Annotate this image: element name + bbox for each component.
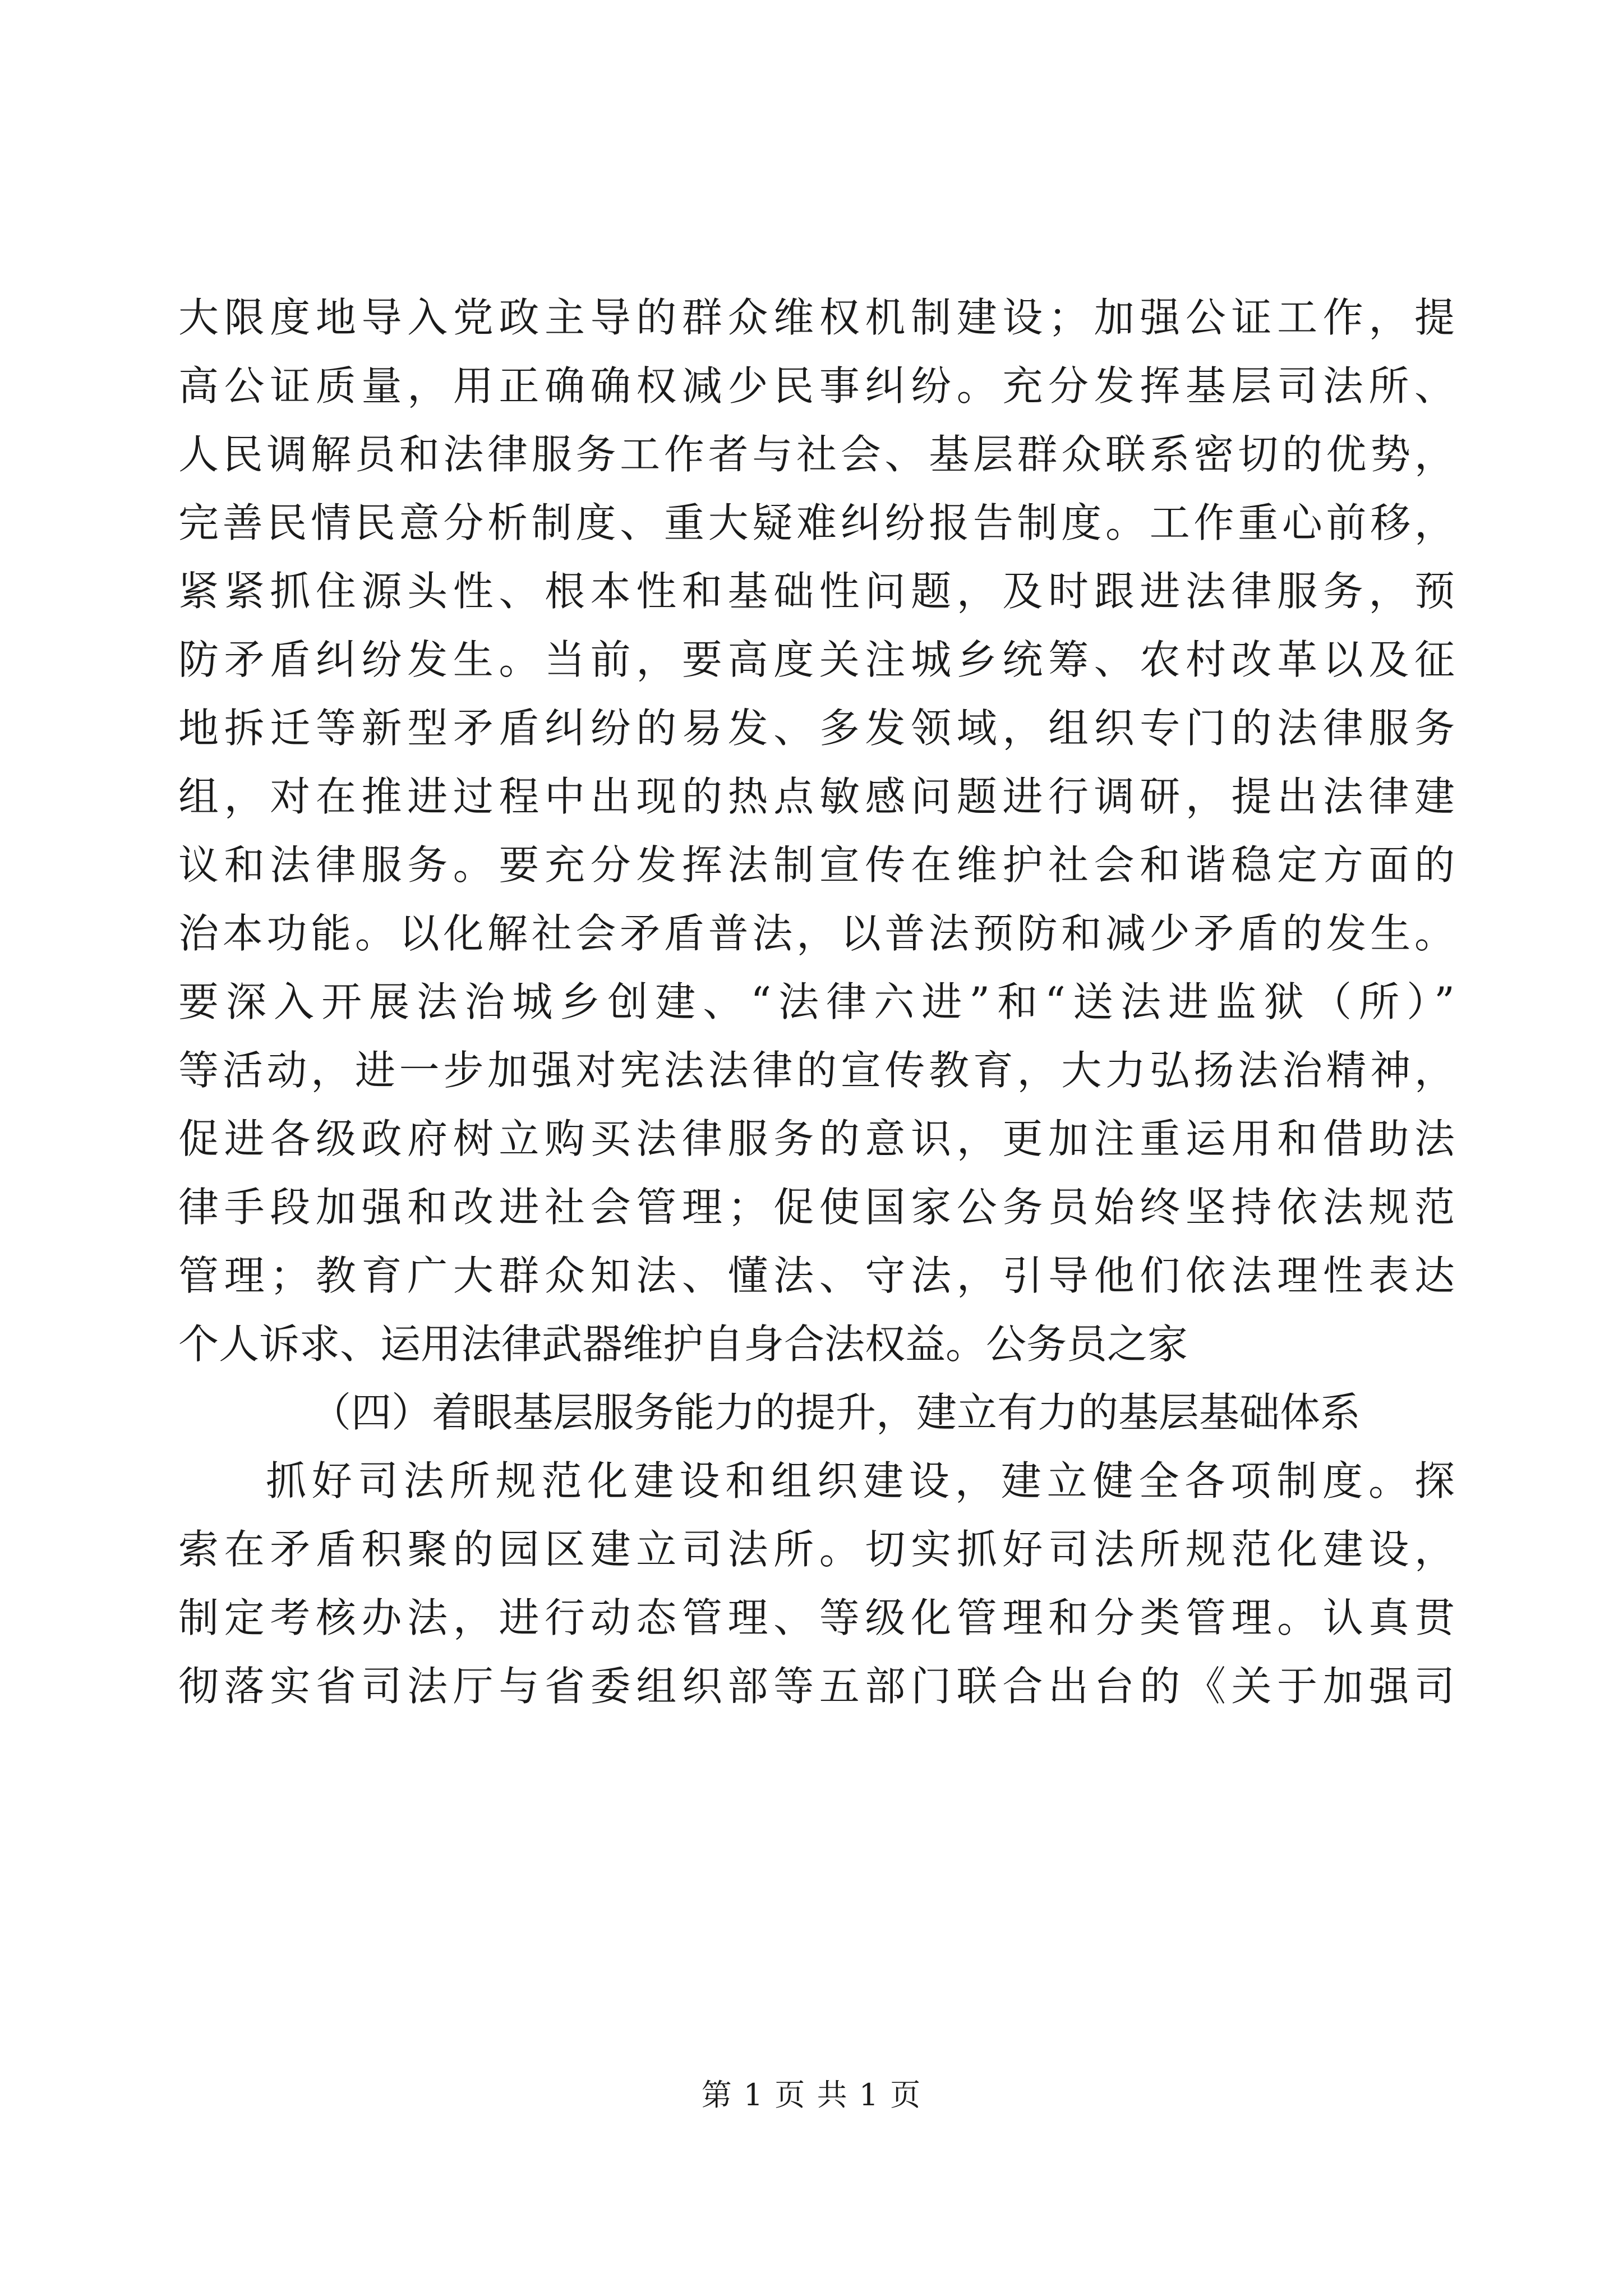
body-line: 组，对在推进过程中出现的热点敏感问题进行调研，提出法律建 — [178, 773, 1455, 820]
page-number-footer: 第 1 页 共 1 页 — [701, 2077, 922, 2113]
body-line: 地拆迁等新型矛盾纠纷的易发、多发领域，组织专门的法律服务 — [178, 705, 1455, 752]
body-line: 议和法律服务。要充分发挥法制宣传在维护社会和谐稳定方面的 — [178, 841, 1455, 889]
section-line: 索在矛盾积聚的园区建立司法所。切实抓好司法所规范化建设， — [178, 1526, 1455, 1573]
document-body — [178, 283, 1455, 1720]
body-line: 个人诉求、运用法律武器维护自身合法权益。公务员之家 — [178, 1320, 1188, 1368]
body-line: 大限度地导入党政主导的群众维权机制建设；加强公证工作，提 — [178, 294, 1455, 341]
section-line: 制定考核办法，进行动态管理、等级化管理和分类管理。认真贯 — [178, 1594, 1455, 1641]
body-line: 等活动，进一步加强对宪法法律的宣传教育，大力弘扬法治精神， — [178, 1047, 1455, 1094]
body-line: 治本功能。以化解社会矛盾普法，以普法预防和减少矛盾的发生。 — [178, 910, 1455, 957]
section-line: 彻落实省司法厅与省委组织部等五部门联合出台的《关于加强司 — [178, 1663, 1455, 1710]
body-line: 促进各级政府树立购买法律服务的意识，更加注重运用和借助法 — [178, 1115, 1455, 1162]
body-line: 管理；教育广大群众知法、懂法、守法，引导他们依法理性表达 — [178, 1252, 1455, 1299]
body-line: 防矛盾纠纷发生。当前，要高度关注城乡统筹、农村改革以及征 — [178, 636, 1455, 683]
body-line: 律手段加强和改进社会管理；促使国家公务员始终坚持依法规范 — [178, 1184, 1455, 1231]
section-line: 抓好司法所规范化建设和组织建设，建立健全各项制度。探 — [266, 1457, 1455, 1504]
body-line: 人民调解员和法律服务工作者与社会、基层群众联系密切的优势， — [178, 431, 1455, 478]
body-line: 完善民情民意分析制度、重大疑难纠纷报告制度。工作重心前移， — [178, 499, 1455, 546]
body-line: 紧紧抓住源头性、根本性和基础性问题，及时跟进法律服务，预 — [178, 568, 1455, 615]
body-line: 要深入开展法治城乡创建、“法律六进”和“送法进监狱（所）” — [178, 978, 1455, 1025]
section-heading: （四）着眼基层服务能力的提升，建立有力的基层基础体系 — [311, 1389, 1361, 1436]
body-line: 高公证质量，用正确确权减少民事纠纷。充分发挥基层司法所、 — [178, 362, 1455, 409]
